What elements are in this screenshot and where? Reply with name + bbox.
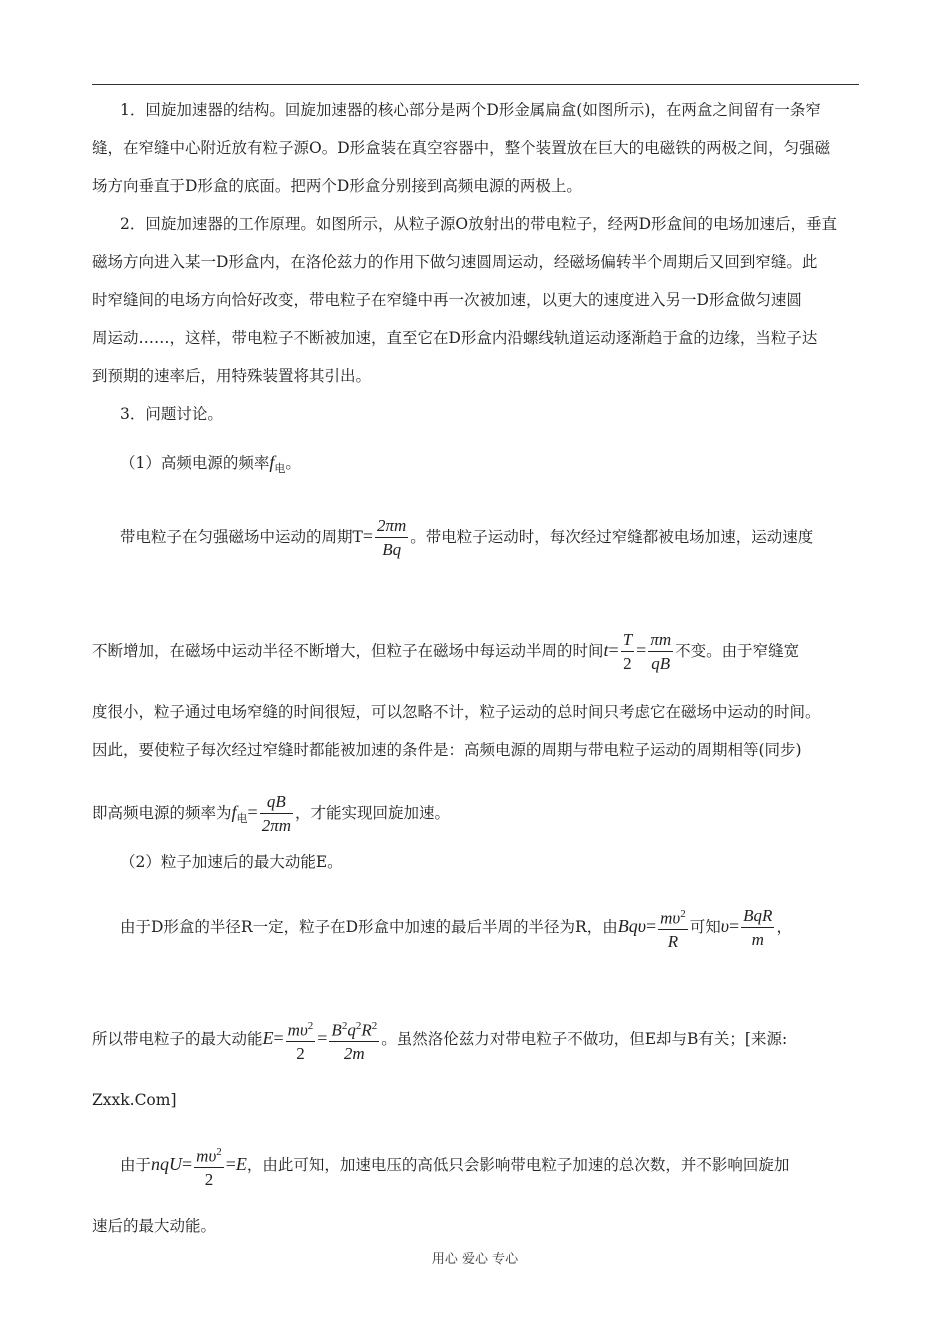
- frequency-post: ，才能实现回旋加速。: [294, 804, 450, 822]
- para2-line4: 周运动……，这样，带电粒子不断被加速，直至它在D形盒内沿螺线轨道运动逐渐趋于盒的边缘，当粒子达: [92, 329, 818, 347]
- voltage-line: [120, 1140, 789, 1190]
- para2-line3: 时窄缝间的电场方向恰好改变，带电粒子在窄缝中再一次被加速，以更大的速度进入另一D形盒做匀速圆: [92, 291, 802, 309]
- question1-end: 。: [285, 454, 301, 472]
- question1-heading: [120, 452, 301, 479]
- numerator: [286, 1016, 316, 1043]
- freq-subscript: 电: [274, 462, 286, 475]
- period-line: [120, 512, 813, 561]
- freq-subscript: 电: [236, 812, 248, 825]
- para1-line3: 场方向垂直于D形盒的底面。把两个D形盒分别接到高频电源的两极上。: [92, 177, 582, 195]
- mv2-over-2-fraction: [194, 1142, 224, 1191]
- denominator: 2: [296, 1044, 305, 1064]
- denominator: 2: [623, 654, 632, 673]
- page-footer: 用心 爱心 专心: [431, 1252, 519, 1267]
- denominator: 2m: [343, 1044, 365, 1064]
- numerator-text: mυ: [196, 1146, 217, 1166]
- denominator: Bq: [382, 540, 402, 559]
- radius-line: [120, 902, 792, 952]
- equals-sign: =: [362, 526, 373, 546]
- time-symbol: t: [603, 640, 609, 660]
- numerator: [194, 1142, 224, 1169]
- b2q2r2-over-2m-fraction: [329, 1016, 379, 1065]
- exponent: 2: [216, 1145, 222, 1158]
- frequency-line: [92, 788, 450, 843]
- para4-line1: 度很小，粒子通过电场窄缝的时间很短，可以忽略不计，粒子运动的总时间只考虑它在磁场中运动的时间。: [92, 703, 821, 721]
- halftime-line: [92, 626, 799, 675]
- energy-line: [92, 1014, 787, 1064]
- period-post: 。带电粒子运动时，每次经过窄缝都被电场加速，运动速度: [410, 528, 814, 546]
- freq-symbol: f: [231, 802, 237, 822]
- para2-line1: 2．回旋加速器的工作原理。如图所示，从粒子源O放射出的带电粒子，经两D形盒间的电场加速后，垂直: [120, 215, 837, 233]
- denominator: qB: [651, 654, 671, 673]
- denominator: m: [751, 930, 764, 949]
- halftime-post: 不变。由于窄缝宽: [675, 642, 800, 660]
- exponent: 2: [355, 1019, 362, 1032]
- question2-heading: （2）粒子加速后的最大动能E。: [120, 853, 343, 871]
- numerator: 2πm: [375, 516, 408, 538]
- radius-mid: 可知: [689, 918, 721, 936]
- exponent: 2: [307, 1019, 314, 1032]
- q-symbol: q: [347, 1020, 356, 1040]
- nqu-symbol: nqU: [151, 1154, 183, 1174]
- frequency-fraction: [260, 792, 293, 836]
- para1-line2: 缝，在窄缝中心附近放有粒子源O。D形盒装在真空容器中，整个装置放在巨大的电磁铁的两极之间，匀强磁: [92, 139, 831, 157]
- period-fraction: [375, 516, 408, 560]
- para1-line1: 1．回旋加速器的结构。回旋加速器的核心部分是两个D形金属扁盒(如图所示)，在两盒之间留有一条窄: [120, 101, 821, 119]
- para4-line2: 因此，要使粒子每次经过窄缝时都能被加速的条件是：高频电源的周期与带电粒子运动的周期相等(同步): [92, 741, 802, 759]
- mv2-over-r-fraction: [658, 904, 688, 953]
- para2-line2: 磁场方向进入某一D形盒内，在洛伦兹力的作用下做匀速圆周运动，经磁场偏转半个周期后又回到窄缝。此: [92, 253, 818, 271]
- b-symbol: B: [331, 1020, 342, 1040]
- denominator: R: [667, 932, 679, 952]
- radius-pre: 由于D形盒的半径R一定，粒子在D形盒中加速的最后半周的半径为R，由: [120, 918, 618, 936]
- equals-sign: =: [317, 1028, 328, 1048]
- mv2-over-2-fraction: [286, 1016, 316, 1065]
- bqr-over-m-fraction: [741, 906, 774, 950]
- equals-sign: =: [729, 916, 740, 936]
- numerator-text: mυ: [660, 908, 681, 928]
- equals-sign: =: [273, 1028, 284, 1048]
- source-note: Zxxk.Com]: [92, 1091, 177, 1109]
- equals-sign: =: [225, 1154, 236, 1174]
- energy-post: 。虽然洛伦兹力对带电粒子不做功，但E却与B有关；[来源:: [381, 1030, 788, 1048]
- numerator: qB: [260, 792, 293, 814]
- energy-pre: 所以带电粒子的最大动能: [92, 1030, 263, 1048]
- equals-sign: =: [247, 802, 258, 822]
- exponent: 2: [341, 1019, 348, 1032]
- para2-line5: 到预期的速率后，用特殊装置将其引出。: [92, 367, 372, 385]
- energy-symbol: E: [262, 1028, 274, 1048]
- numerator: T: [621, 630, 634, 652]
- voltage-post: ，由此可知，加速电压的高低只会影响带电粒子加速的总次数，并不影响回旋加: [246, 1156, 790, 1174]
- voltage-pre: 由于: [120, 1156, 152, 1174]
- equals-sign: =: [608, 640, 619, 660]
- numerator: πm: [648, 630, 673, 652]
- denominator: 2: [204, 1170, 214, 1190]
- voltage-line2: 速后的最大动能。: [92, 1217, 217, 1235]
- section3-heading: 3．问题讨论。: [120, 405, 223, 423]
- frequency-pre: 即高频电源的频率为: [92, 804, 232, 822]
- numerator: [329, 1016, 379, 1043]
- header-rule: [92, 84, 859, 85]
- freq-symbol: f: [269, 452, 275, 472]
- numerator-text: mυ: [287, 1020, 308, 1040]
- bqv-symbol: Bqυ: [617, 916, 646, 936]
- half-period-fraction: [621, 630, 634, 674]
- equals-sign: =: [182, 1154, 193, 1174]
- velocity-symbol: υ: [720, 916, 729, 936]
- energy-symbol: E: [235, 1154, 247, 1174]
- numerator: BqR: [741, 906, 774, 928]
- exponent: 2: [680, 907, 686, 920]
- question1-text: （1）高频电源的频率: [120, 454, 270, 472]
- equals-sign: =: [645, 916, 657, 936]
- numerator: [658, 904, 688, 931]
- r-symbol: R: [361, 1020, 372, 1040]
- radius-post: ，: [776, 918, 792, 936]
- halftime-pre: 不断增加，在磁场中运动半径不断增大，但粒子在磁场中每运动半周的时间: [92, 642, 604, 660]
- pim-over-qb-fraction: [648, 630, 673, 674]
- exponent: 2: [371, 1019, 378, 1032]
- equals-sign: =: [636, 640, 647, 660]
- period-pre: 带电粒子在匀强磁场中运动的周期T: [120, 528, 363, 546]
- denominator: 2πm: [261, 816, 291, 835]
